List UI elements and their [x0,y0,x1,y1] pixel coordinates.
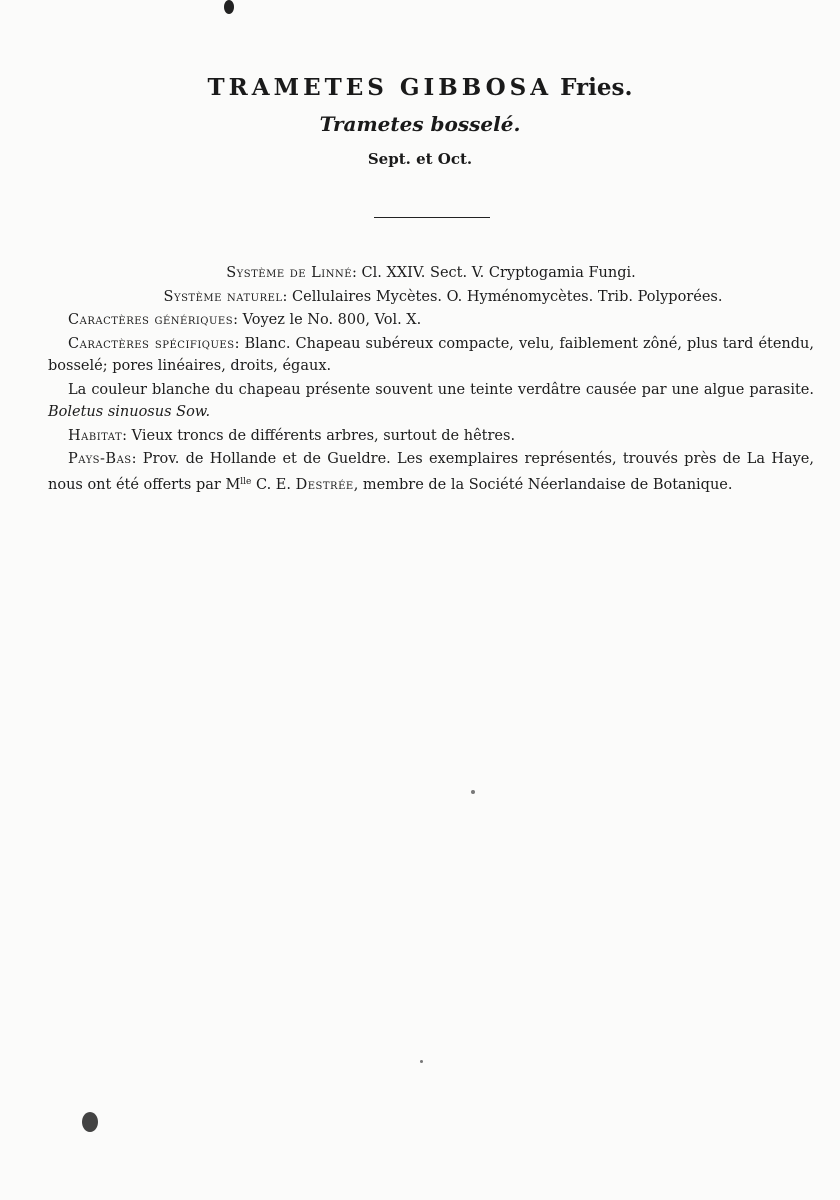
naturel-text: Cellulaires Mycètes. O. Hyménomycètes. Trib. Polyporées. [287,288,723,305]
paysbas-text-before: Prov. de Hollande et de Gueldre. Les exemplaires représentés, trouvés près de La Haye, nous ont été offerts par M [48,451,814,493]
cap-color-note [48,379,814,424]
naturel-label: Système naturel [163,288,283,305]
generic-characters [48,309,814,332]
ink-spot-bottom-left [82,1112,98,1132]
speck-middle [471,790,475,794]
species-title [0,72,840,104]
generiques-label: Caractères génériques [68,312,234,328]
linne-system [48,262,814,285]
natural-system [48,286,814,309]
paysbas-text-after: , membre de la Société Néerlandaise de Botanique. [353,476,733,493]
specific-characters [48,333,814,378]
habitat [48,425,814,448]
paysbas-superscript: lle [240,476,252,487]
genus-species-name: TRAMETES GIBBOSA [207,74,553,101]
specifiques-text: Blanc. Chapeau subéreux compacte, velu, faiblement zôné, plus tard étendu, bosselé; pores linéaires, droits, égaux. [48,335,815,374]
paysbas-text-middle: C. E. [251,476,296,493]
linne-text: Cl. XXIV. Sect. V. Cryptogamia Fungi. [356,265,636,281]
ink-spot-top [224,0,234,14]
habitat-sep: : [122,427,128,444]
netherlands-locality [48,448,814,496]
speck-lower [420,1060,423,1063]
specifiques-sep: : [234,335,240,352]
season: Sept. et Oct. [367,150,473,168]
specifiques-label: Caractères spécifiques [68,335,235,352]
naturel-sep: : [282,288,288,305]
title-divider [374,217,490,218]
paysbas-sep: : [131,451,137,467]
generiques-text: Voyez le No. 800, Vol. X. [237,312,422,328]
generiques-sep: : [233,312,238,328]
description-body [48,262,814,497]
paysbas-label: Pays-Bas [68,451,132,467]
paysbas-person: Destrée [295,476,354,493]
linne-label: Système de Linné [226,265,353,281]
habitat-text: Vieux troncs de différents arbres, surtout de hêtres. [127,427,516,444]
common-name: Trametes bosselé. [319,112,521,136]
couleur-text: La couleur blanche du chapeau présente souvent une teinte verdâtre causée par une algue parasite. [68,381,814,398]
linne-sep: : [352,265,357,281]
synonym: Boletus sinuosus Sow. [48,404,211,420]
habitat-label: Habitat [68,427,123,444]
author-name: Fries. [560,74,633,101]
